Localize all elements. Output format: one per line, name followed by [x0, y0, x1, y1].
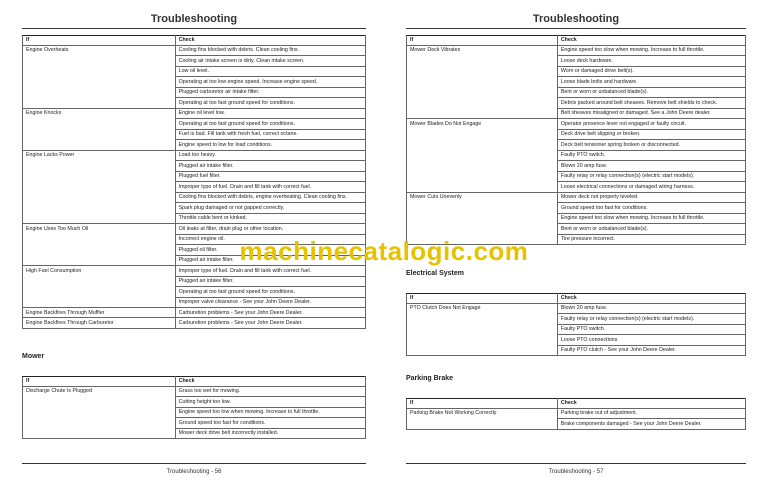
check-cell: Bent or worn or unbalanced blade(s). — [557, 87, 745, 97]
check-cell: Plugged air intake filter. — [175, 255, 365, 265]
check-cell: Plugged carburetor air intake filter. — [175, 87, 365, 97]
check-cell: Carburetion problems - See your John Deere Dealer. — [175, 308, 365, 318]
check-cell: Engine speed too slow when mowing. Increase to full throttle. — [557, 45, 745, 55]
table-row — [23, 266, 366, 276]
check-cell: Plugged air intake filter. — [175, 161, 365, 171]
check-cell: Debris packed around belt sheaves. Remove belt shields to check. — [557, 98, 745, 108]
condition-cell: Mower Deck Vibrates — [407, 45, 558, 118]
table-row — [23, 150, 366, 160]
check-cell: Faulty PTO switch. — [557, 324, 745, 334]
header-check: Check — [175, 377, 365, 387]
check-cell: Operating at too fast ground speed for conditions. — [175, 98, 365, 108]
condition-cell: Parking Brake Not Working Correctly — [407, 408, 558, 429]
table-row — [23, 45, 366, 55]
check-cell: Blown 20 amp fuse. — [557, 303, 745, 313]
check-cell: Deck drive belt slipping or broken. — [557, 129, 745, 139]
check-cell: Loose PTO connections. — [557, 335, 745, 345]
check-cell: Operating at too fast ground speed for conditions. — [175, 119, 365, 129]
check-cell: Operator presence lever not engaged or faulty circuit. — [557, 119, 745, 129]
table-row — [407, 45, 746, 55]
check-cell: Cooling fins blocked with debris, engine overheating. Clean cooling fins. — [175, 192, 365, 202]
check-cell: Spark plug damaged or not gapped correctly. — [175, 203, 365, 213]
table-header-row — [23, 36, 366, 46]
check-cell: Engine speed too slow when mowing. Increase to full throttle. — [557, 213, 745, 223]
check-cell: Fuel is bad. Fill tank with fresh fuel, correct octane. — [175, 129, 365, 139]
condition-cell: Engine Backfires Through Carburetor — [23, 318, 176, 328]
footer-rule — [22, 463, 366, 464]
check-cell: Tire pressure incorrect. — [557, 234, 745, 244]
condition-cell: Mower Blades Do Not Engage — [407, 119, 558, 192]
section-heading-electrical: Electrical System — [406, 270, 464, 277]
table-header-row — [407, 294, 746, 304]
section-heading-parking-brake: Parking Brake — [406, 375, 454, 382]
table-header-row — [407, 399, 746, 409]
check-cell: Deck belt tensioner spring broken or disconnected. — [557, 140, 745, 150]
check-cell: Ground speed too fast for conditions. — [175, 418, 365, 428]
condition-cell: Engine Lacks Power — [23, 150, 176, 223]
table-row — [407, 303, 746, 313]
check-cell: Cooling fins blocked with debris. Clean cooling fins. — [175, 45, 365, 55]
check-cell: Operating at too low engine speed. Increase engine speed. — [175, 77, 365, 87]
header-check: Check — [557, 36, 745, 46]
condition-cell: Mower Cuts Unevenly — [407, 192, 558, 244]
condition-cell: Discharge Chute Is Plugged — [23, 386, 176, 438]
watermark-text: machinecatalogic.com — [239, 236, 529, 266]
check-cell: Loose electrical connections or damaged wiring harness. — [557, 182, 745, 192]
check-cell: Low oil level. — [175, 66, 365, 76]
check-cell: Engine oil level low. — [175, 108, 365, 118]
parking-brake-table — [406, 398, 746, 430]
header-if: If — [407, 294, 558, 304]
header-if: If — [23, 36, 176, 46]
check-cell: Faulty PTO switch. — [557, 150, 745, 160]
page-footer: Troubleshooting - 56 — [166, 469, 222, 475]
table-row — [407, 408, 746, 418]
check-cell: Parking brake out of adjustment. — [557, 408, 745, 418]
title-rule — [406, 28, 746, 29]
check-cell: Mower deck not properly leveled. — [557, 192, 745, 202]
table-row — [23, 224, 366, 234]
page-footer: Troubleshooting - 57 — [548, 469, 604, 475]
condition-cell: PTO Clutch Does Not Engage — [407, 303, 558, 355]
table-header-row — [23, 377, 366, 387]
table-row — [407, 192, 746, 202]
check-cell: Mower deck drive belt incorrectly installed. — [175, 428, 365, 438]
check-cell: Plugged fuel filter. — [175, 171, 365, 181]
check-cell: Faulty PTO clutch - See your John Deere Dealer. — [557, 345, 745, 355]
header-if: If — [23, 377, 176, 387]
check-cell: Throttle cable bent or kinked. — [175, 213, 365, 223]
condition-cell: Engine Backfires Through Muffler — [23, 308, 176, 318]
section-heading-mower: Mower — [22, 353, 45, 360]
condition-cell: Engine Uses Too Much Oil — [23, 224, 176, 266]
header-check: Check — [175, 36, 365, 46]
check-cell: Plugged oil filter. — [175, 245, 365, 255]
check-cell: Oil leaks at filter, drain plug or other location. — [175, 224, 365, 234]
check-cell: Incorrect engine oil. — [175, 234, 365, 244]
title-rule — [22, 28, 366, 29]
mower-table — [406, 35, 746, 245]
check-cell: Cooling air intake screen is dirty. Clean intake screen. — [175, 56, 365, 66]
check-cell: Belt sheaves misaligned or damaged. See a John Deere dealer. — [557, 108, 745, 118]
check-cell: Faulty relay or relay connection(s) (electric start models). — [557, 171, 745, 181]
table-row — [23, 318, 366, 328]
condition-cell: High Fuel Consumption — [23, 266, 176, 308]
check-cell: Carburetion problems - See your John Deere Dealer. — [175, 318, 365, 328]
check-cell: Faulty relay or relay connection(s) (electric start models). — [557, 314, 745, 324]
page-title: Troubleshooting — [532, 13, 620, 25]
header-check: Check — [557, 294, 745, 304]
check-cell: Cutting height too low. — [175, 397, 365, 407]
header-if: If — [407, 36, 558, 46]
condition-cell: Engine Knocks — [23, 108, 176, 150]
electrical-table — [406, 293, 746, 356]
header-check: Check — [557, 399, 745, 409]
table-row — [407, 119, 746, 129]
table-row — [23, 386, 366, 396]
footer-rule — [406, 463, 746, 464]
check-cell: Improper valve clearance - See your John Deere Dealer. — [175, 297, 365, 307]
table-row — [23, 308, 366, 318]
check-cell: Load too heavy. — [175, 150, 365, 160]
condition-cell: Engine Overheats — [23, 45, 176, 108]
check-cell: Loose blade bolts and hardware. — [557, 77, 745, 87]
check-cell: Bent or worn or unbalanced blade(s). — [557, 224, 745, 234]
check-cell: Improper type of fuel. Drain and fill tank with correct fuel. — [175, 182, 365, 192]
check-cell: Blown 20 amp fuse. — [557, 161, 745, 171]
check-cell: Operating at too fast ground speed for conditions. — [175, 287, 365, 297]
check-cell: Engine speed to low for load conditions. — [175, 140, 365, 150]
table-header-row — [407, 36, 746, 46]
check-cell: Worn or damaged drive belt(s). — [557, 66, 745, 76]
mower-table — [22, 376, 366, 439]
check-cell: Brake components damaged - See your John Deere Dealer. — [557, 419, 745, 429]
troubleshooting-table — [22, 35, 366, 329]
check-cell: Improper type of fuel. Drain and fill tank with correct fuel. — [175, 266, 365, 276]
check-cell: Grass too wet for mowing. — [175, 386, 365, 396]
header-if: If — [407, 399, 558, 409]
check-cell: Engine speed too low when mowing. Increase to full throttle. — [175, 407, 365, 417]
table-row — [23, 108, 366, 118]
check-cell: Ground speed too fast for conditions. — [557, 203, 745, 213]
check-cell: Plugged air intake filter. — [175, 276, 365, 286]
page-title: Troubleshooting — [150, 13, 238, 25]
check-cell: Loose deck hardware. — [557, 56, 745, 66]
